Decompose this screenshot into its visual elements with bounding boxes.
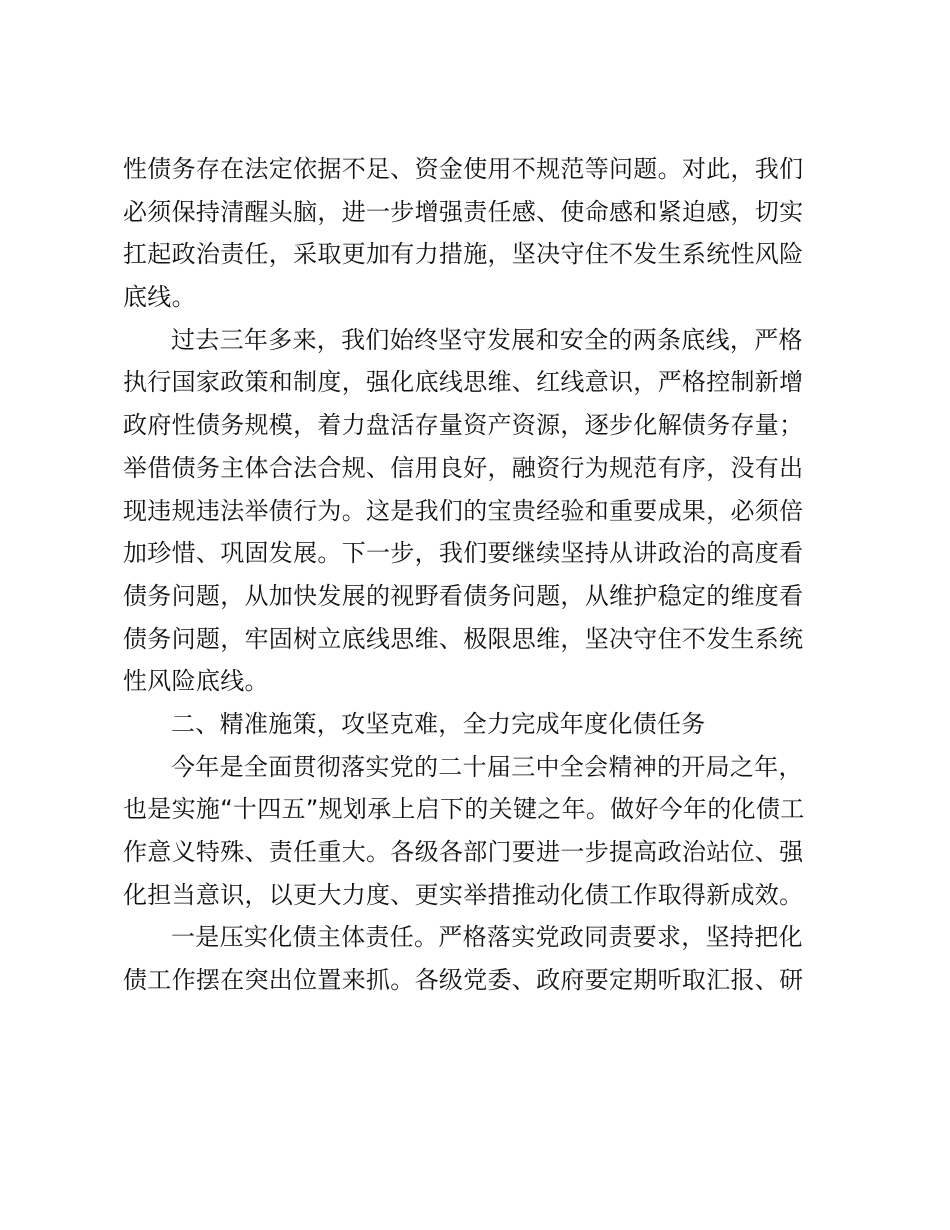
text-line: 债务问题，从加快发展的视野看债务问题，从维护稳定的维度看: [123, 581, 804, 610]
text-line: 执行国家政策和制度，强化底线思维、红线意识，严格控制新增: [123, 368, 804, 397]
text-line: 今年是全面贯彻落实党的二十届三中全会精神的开局之年，: [171, 752, 803, 781]
text-line: 一是压实化债主体责任。严格落实党政同责要求，坚持把化: [171, 923, 803, 952]
section-heading-text: 二、精准施策，攻坚克难，全力完成年度化债任务: [171, 709, 706, 738]
text-line: 必须保持清醒头脑，进一步增强责任感、使命感和紧迫感，切实: [123, 197, 804, 226]
paragraph-1: [123, 148, 823, 319]
section-heading: [123, 703, 823, 746]
text-line: 性债务存在法定依据不足、资金使用不规范等问题。对此，我们: [123, 155, 804, 183]
text-line: 化担当意识，以更大力度、更实举措推动化债工作取得新成效。: [123, 880, 804, 909]
text-line: 过去三年多来，我们始终坚守发展和安全的两条底线，严格: [171, 325, 803, 354]
text-line: 现违规违法举债行为。这是我们的宝贵经验和重要成果，必须倍: [123, 496, 804, 525]
text-line: 扛起政治责任，采取更加有力措施，坚决守住不发生系统性风险: [123, 240, 804, 269]
text-line: 性风险底线。: [123, 667, 269, 696]
paragraph-4: [123, 916, 823, 1001]
text-line: 举借债务主体合法合规、信用良好，融资行为规范有序，没有出: [123, 453, 804, 482]
text-line: 底线。: [123, 283, 196, 312]
paragraph-2: [123, 319, 823, 703]
text-line: 也是实施“十四五”规划承上启下的关键之年。做好今年的化债工: [123, 795, 805, 824]
text-line: 债务问题，牢固树立底线思维、极限思维，坚决守住不发生系统: [123, 624, 804, 653]
document-body: [123, 148, 823, 1002]
text-line: 加珍惜、巩固发展。下一步，我们要继续坚持从讲政治的高度看: [123, 539, 804, 568]
text-line: 作意义特殊、责任重大。各级各部门要进一步提高政治站位、强: [123, 838, 804, 866]
text-line: 债工作摆在突出位置来抓。各级党委、政府要定期听取汇报、研: [123, 966, 804, 995]
paragraph-3: [123, 746, 823, 917]
text-line: 政府性债务规模，着力盘活存量资产资源，逐步化解债务存量；: [123, 411, 804, 440]
